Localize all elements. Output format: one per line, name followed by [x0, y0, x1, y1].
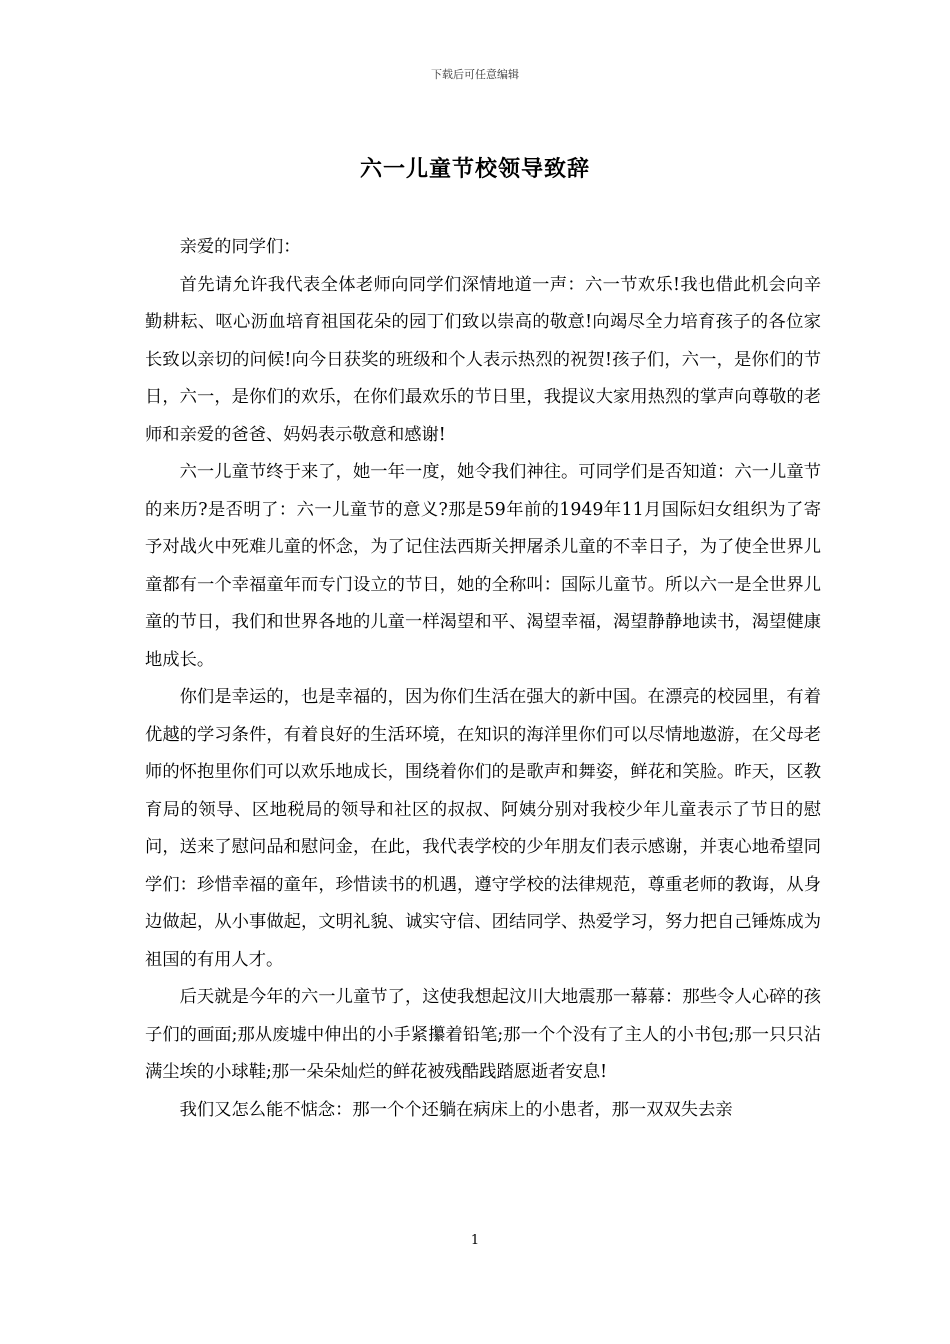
body-paragraph: 你们是幸运的，也是幸福的，因为你们生活在强大的新中国。在漂亮的校园里，有着优越的学习条件，有着良好的生活环境，在知识的海洋里你们可以尽情地遨游，在父母老师的怀抱里你们可以欢乐地成长，围绕着你们的是歌声和舞姿，鲜花和笑脸。昨天，区教育局的领导、区地税局的领导和社区的叔叔、阿姨分别对我校少年儿童表示了节日的慰问，送来了慰问品和慰问金，在此，我代表学校的少年朋友们表示感谢，并衷心地希望同学们：珍惜幸福的童年，珍惜读书的机遇，遵守学校的法律规范，尊重老师的教诲，从身边做起，从小事做起，文明礼貌、诚实守信、团结同学、热爱学习，努力把自己锤炼成为祖国的有用人才。 — [145, 687, 821, 970]
page-number: 1 — [470, 1233, 480, 1248]
document-body — [145, 229, 821, 1129]
body-paragraph: 后天就是今年的六一儿童节了，这使我想起汶川大地震那一幕幕：那些令人心碎的孩子们的画面;那从废墟中伸出的小手紧攥着铅笔;那一个个没有了主人的小书包;那一只只沾满尘埃的小球鞋;那一朵朵灿烂的鲜花被残酷践踏愿逝者安息! — [145, 987, 821, 1082]
header-note: 下载后可任意编辑 — [431, 68, 519, 81]
body-paragraph: 我们又怎么能不惦念：那一个个还躺在病床上的小患者，那一双双失去亲 — [179, 1099, 733, 1120]
document-title: 六一儿童节校领导致辞 — [359, 156, 590, 182]
body-paragraph: 首先请允许我代表全体老师向同学们深情地道一声：六一节欢乐!我也借此机会向辛勤耕耘、呕心沥血培育祖国花朵的园丁们致以崇高的敬意!向竭尽全力培育孩子的各位家长致以亲切的问候!向今日获奖的班级和个人表示热烈的祝贺!孩子们，六一，是你们的节日，六一，是你们的欢乐，在你们最欢乐的节日里，我提议大家用热烈的掌声向尊敬的老师和亲爱的爸爸、妈妈表示敬意和感谢! — [145, 274, 821, 445]
body-paragraph: 六一儿童节终于来了，她一年一度，她令我们神往。可同学们是否知道：六一儿童节的来历?是否明了：六一儿童节的意义?那是59年前的1949年11月国际妇女组织为了寄予对战火中死难儿童的怀念，为了记住法西斯关押屠杀儿童的不幸日子，为了使全世界儿童都有一个幸福童年而专门设立的节日，她的全称叫：国际儿童节。所以六一是全世界儿童的节日，我们和世界各地的儿童一样渴望和平、渴望幸福，渴望静静地读书，渴望健康地成长。 — [145, 462, 821, 670]
salutation-paragraph: 亲爱的同学们： — [179, 237, 301, 257]
